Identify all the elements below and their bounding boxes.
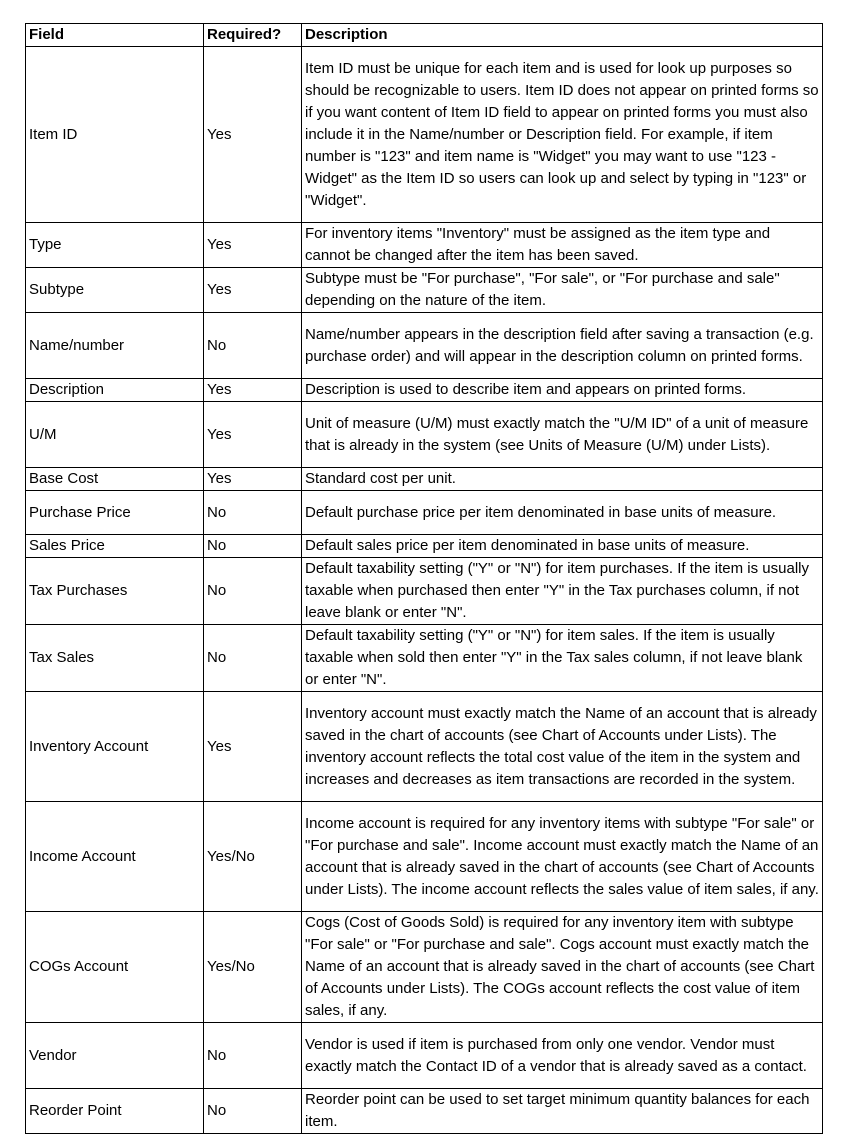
description-cell: Default taxability setting ("Y" or "N") for item purchases. If the item is usually taxable when purchased then enter "Y" in the Tax purchases column, if not leave blank or enter "N". <box>302 558 823 625</box>
table-row <box>26 468 823 491</box>
field-cell: Sales Price <box>26 535 204 558</box>
description-cell: For inventory items "Inventory" must be assigned as the item type and cannot be changed after the item has been saved. <box>302 223 823 268</box>
description-cell: Item ID must be unique for each item and is used for look up purposes so should be recognizable to users. Item ID does not appear on printed forms so if you want content of Item ID field to appear on printed forms you must also include it in the Name/number or Description field. For example, if item number is "123" and item name is "Widget" you may want to use "123 - Widget" as the Item ID so users can look up and select by typing in "123" or "Widget". <box>302 47 823 223</box>
field-cell: Purchase Price <box>26 491 204 535</box>
table-row <box>26 223 823 268</box>
field-cell: Description <box>26 379 204 402</box>
field-cell: Base Cost <box>26 468 204 491</box>
required-cell: No <box>204 625 302 692</box>
table-row <box>26 268 823 313</box>
description-cell: Reorder point can be used to set target minimum quantity balances for each item. <box>302 1089 823 1134</box>
description-cell: Description is used to describe item and appears on printed forms. <box>302 379 823 402</box>
table-row <box>26 802 823 912</box>
required-cell: Yes <box>204 468 302 491</box>
table-row <box>26 912 823 1023</box>
description-cell: Default purchase price per item denominated in base units of measure. <box>302 491 823 535</box>
header-description: Description <box>302 24 823 47</box>
field-cell: Tax Purchases <box>26 558 204 625</box>
field-cell: Item ID <box>26 47 204 223</box>
table-row <box>26 379 823 402</box>
table-row <box>26 625 823 692</box>
required-cell: No <box>204 491 302 535</box>
table-row <box>26 491 823 535</box>
field-cell: Subtype <box>26 268 204 313</box>
field-cell: Inventory Account <box>26 692 204 802</box>
field-cell: Reorder Point <box>26 1089 204 1134</box>
header-required: Required? <box>204 24 302 47</box>
description-cell: Inventory account must exactly match the Name of an account that is already saved in the chart of accounts (see Chart of Accounts under Lists). The inventory account reflects the total cost value of the item in the system and increases and decreases as item transactions are recorded in the system. <box>302 692 823 802</box>
table-row <box>26 558 823 625</box>
description-cell: Vendor is used if item is purchased from only one vendor. Vendor must exactly match the Contact ID of a vendor that is already saved as a contact. <box>302 1023 823 1089</box>
table-row <box>26 313 823 379</box>
table-row <box>26 47 823 223</box>
table-row <box>26 1089 823 1134</box>
field-cell: Name/number <box>26 313 204 379</box>
required-cell: No <box>204 558 302 625</box>
field-reference-table <box>25 23 823 1134</box>
required-cell: Yes <box>204 402 302 468</box>
description-cell: Standard cost per unit. <box>302 468 823 491</box>
description-cell: Default sales price per item denominated in base units of measure. <box>302 535 823 558</box>
required-cell: No <box>204 1023 302 1089</box>
required-cell: Yes <box>204 379 302 402</box>
table-row <box>26 1023 823 1089</box>
required-cell: Yes/No <box>204 912 302 1023</box>
required-cell: Yes <box>204 692 302 802</box>
description-cell: Subtype must be "For purchase", "For sale", or "For purchase and sale" depending on the nature of the item. <box>302 268 823 313</box>
required-cell: No <box>204 535 302 558</box>
header-row <box>26 24 823 47</box>
field-cell: Type <box>26 223 204 268</box>
required-cell: Yes <box>204 223 302 268</box>
table-row <box>26 535 823 558</box>
header-field: Field <box>26 24 204 47</box>
description-cell: Default taxability setting ("Y" or "N") for item sales. If the item is usually taxable when sold then enter "Y" in the Tax sales column, if not leave blank or enter "N". <box>302 625 823 692</box>
required-cell: No <box>204 313 302 379</box>
description-cell: Cogs (Cost of Goods Sold) is required for any inventory item with subtype "For sale" or "For purchase and sale". Cogs account must exactly match the Name of an account that is already saved in the chart of accounts (see Chart of Accounts under Lists). The COGs account reflects the cost value of item sales, if any. <box>302 912 823 1023</box>
field-cell: Vendor <box>26 1023 204 1089</box>
required-cell: Yes <box>204 47 302 223</box>
field-cell: U/M <box>26 402 204 468</box>
field-cell: Tax Sales <box>26 625 204 692</box>
description-cell: Name/number appears in the description field after saving a transaction (e.g. purchase order) and will appear in the description column on printed forms. <box>302 313 823 379</box>
description-cell: Income account is required for any inventory items with subtype "For sale" or "For purchase and sale". Income account must exactly match the Name of an account that is already saved in the chart of accounts (see Chart of Accounts under Lists). The income account reflects the sales value of item sales, if any. <box>302 802 823 912</box>
table-row <box>26 402 823 468</box>
required-cell: No <box>204 1089 302 1134</box>
required-cell: Yes <box>204 268 302 313</box>
required-cell: Yes/No <box>204 802 302 912</box>
table-row <box>26 692 823 802</box>
description-cell: Unit of measure (U/M) must exactly match the "U/M ID" of a unit of measure that is already in the system (see Units of Measure (U/M) under Lists). <box>302 402 823 468</box>
field-cell: Income Account <box>26 802 204 912</box>
field-cell: COGs Account <box>26 912 204 1023</box>
